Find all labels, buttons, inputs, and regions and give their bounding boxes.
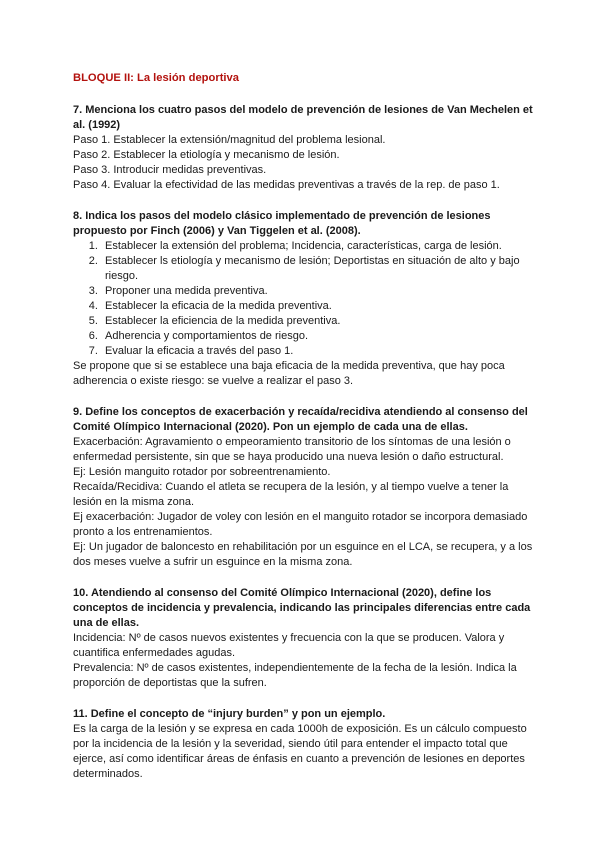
answer-line: Incidencia: Nº de casos nuevos existentes y frecuencia con la que se producen. Valora y cuantifica enfermedades agudas. — [73, 632, 505, 659]
question-10-heading: 10. Atendiendo al consenso del Comité Olímpico Internacional (2020), define los conceptos de incidencia y prevalencia, indicando las principales diferencias entre cada una de ellas. — [73, 587, 531, 629]
answer-line: Paso 3. Introducir medidas preventivas. — [73, 164, 267, 176]
answer-line: Recaída/Recidiva: Cuando el atleta se recupera de la lesión, y al tiempo vuelve a tener la lesión en la misma zona. — [73, 481, 509, 508]
question-8-section — [73, 209, 533, 389]
steps-list — [73, 239, 533, 359]
answer-line: Ej exacerbación: Jugador de voley con lesión en el manguito rotador se incorpora demasiado pronto a los entrenamientos. — [73, 511, 528, 538]
answer-line: Paso 4. Evaluar la efectividad de las medidas preventivas a través de la rep. de paso 1. — [73, 179, 500, 191]
question-8-heading: 8. Indica los pasos del modelo clásico implementado de prevención de lesiones propuesto por Finch (2006) y Van Tiggelen et al. (2008). — [73, 210, 491, 237]
list-item: 2. Establecer ls etiología y mecanismo de lesión; Deportistas en situación de alto y bajo riesgo. — [101, 254, 533, 284]
answer-line: Exacerbación: Agravamiento o empeoramiento transitorio de los síntomas de una lesión o enfermedad persistente, sin que se haya producido una nueva lesión o daño estructural. — [73, 436, 511, 463]
list-item: 3. Proponer una medida preventiva. — [101, 284, 533, 299]
list-item: 4. Establecer la eficacia de la medida preventiva. — [101, 299, 533, 314]
list-item: 6. Adherencia y comportamientos de riesgo. — [101, 329, 533, 344]
question-9-section — [73, 405, 533, 570]
question-11-heading: 11. Define el concepto de “injury burden” y pon un ejemplo. — [73, 708, 386, 720]
question-10-section — [73, 586, 533, 691]
list-item: 7. Evaluar la eficacia a través del paso 1. — [101, 344, 533, 359]
question-11-section — [73, 707, 533, 782]
question-9-heading: 9. Define los conceptos de exacerbación y recaída/recidiva atendiendo al consenso del Comité Olímpico Internacional (2020). Pon un ejemplo de cada una de ellas. — [73, 406, 528, 433]
question-7-heading: 7. Menciona los cuatro pasos del modelo de prevención de lesiones de Van Mechelen et al. (1992) — [73, 104, 533, 131]
list-item: 5. Establecer la eficiencia de la medida preventiva. — [101, 314, 533, 329]
list-item: 1. Establecer la extensión del problema; Incidencia, características, carga de lesión. — [101, 239, 533, 254]
answer-line: Es la carga de la lesión y se expresa en cada 1000h de exposición. Es un cálculo compuesto por la incidencia de la lesión y la severidad, siendo útil para entender el impacto total que ejerce, así como identificar áreas de énfasis en cuanto a prevención de lesiones en deportes determinados. — [73, 723, 527, 780]
document-page — [73, 71, 533, 798]
answer-line: Ej: Un jugador de baloncesto en rehabilitación por un esguince en el LCA, se recupera, y a los dos meses vuelve a sufrir un esguince en la misma zona. — [73, 541, 533, 568]
question-7-section — [73, 103, 533, 193]
answer-line: Prevalencia: Nº de casos existentes, independientemente de la fecha de la lesión. Indica la proporción de deportistas que la sufren. — [73, 662, 517, 689]
answer-note: Se propone que si se establece una baja eficacia de la medida preventiva, que hay poca adherencia o existe riesgo: se vuelve a realizar el paso 3. — [73, 360, 505, 387]
answer-line: Ej: Lesión manguito rotador por sobreentrenamiento. — [73, 466, 331, 478]
block-title: BLOQUE II: La lesión deportiva — [73, 72, 239, 84]
answer-line: Paso 2. Establecer la etiología y mecanismo de lesión. — [73, 149, 340, 161]
answer-line: Paso 1. Establecer la extensión/magnitud del problema lesional. — [73, 134, 386, 146]
